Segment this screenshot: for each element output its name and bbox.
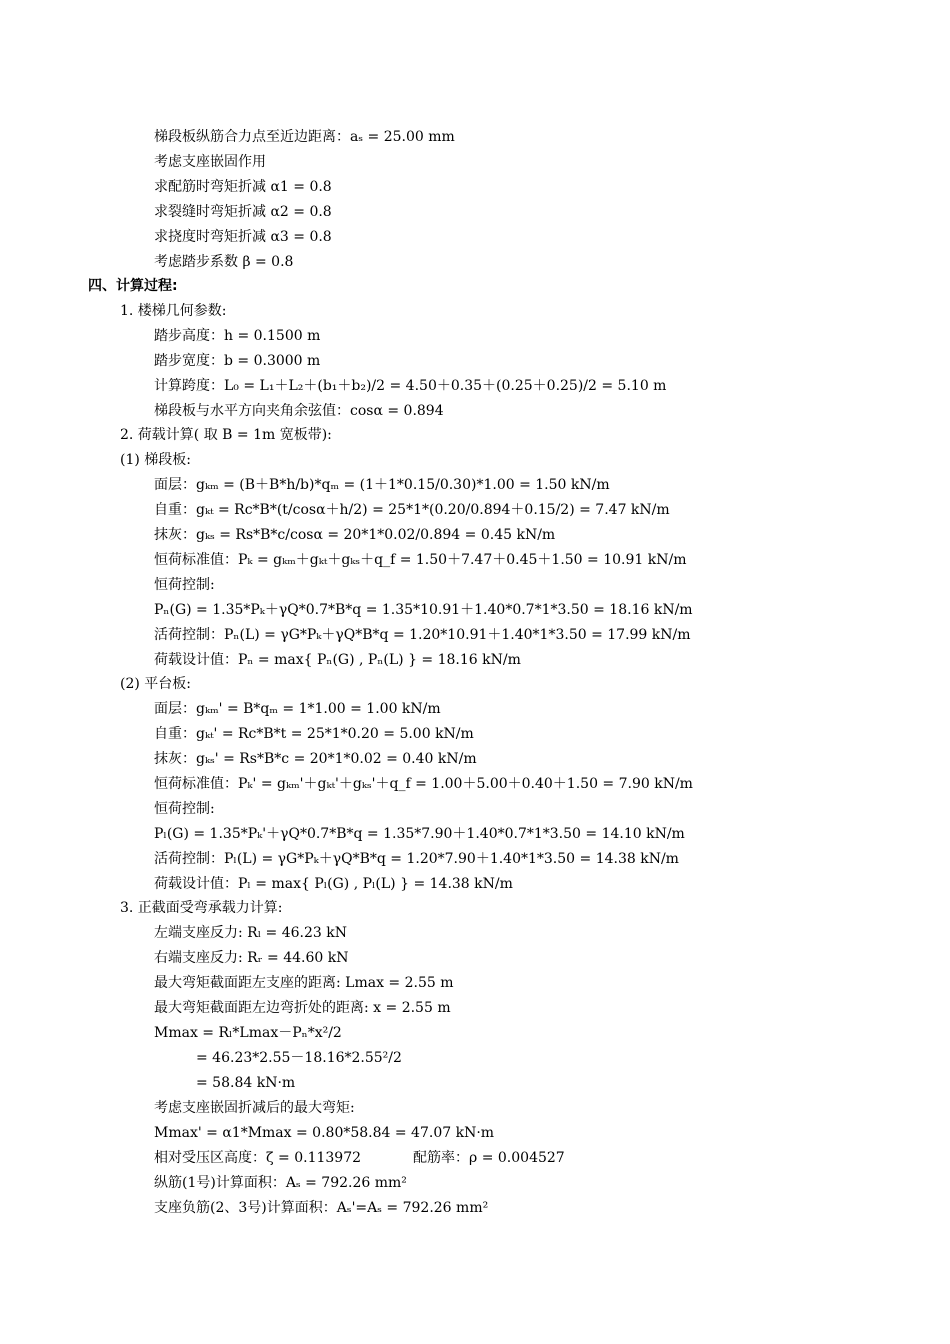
text-line: 考虑踏步系数 β = 0.8 [154,254,294,270]
text-line: 恒荷控制: [154,801,215,817]
text-line: Pₗ(G) = 1.35*Pₖ'＋γQ*0.7*B*q = 1.35*7.90＋1.40*0.7*1*3.50 = 14.10 kN/m [154,826,685,842]
text-line: 最大弯矩截面距左支座的距离: Lmax = 2.55 m [154,975,454,991]
text-line: 纵筋(1号)计算面积：Aₛ = 792.26 mm² [154,1175,407,1191]
text-line: Pₙ(G) = 1.35*Pₖ＋γQ*0.7*B*q = 1.35*10.91＋1.40*0.7*1*3.50 = 18.16 kN/m [154,602,693,618]
text-line: 求挠度时弯矩折减 α3 = 0.8 [154,229,332,245]
text-line: 梯段板与水平方向夹角余弦值：cosα = 0.894 [154,403,444,419]
text-line: 左端支座反力: Rₗ = 46.23 kN [154,925,347,941]
text-line: 抹灰：gₖₛ' = Rs*B*c = 20*1*0.02 = 0.40 kN/m [154,751,477,767]
text-line: 踏步宽度：b = 0.3000 m [154,353,321,369]
subsection-heading: 2. 荷载计算( 取 B = 1m 宽板带): [120,427,332,443]
text-line: 活荷控制：Pₙ(L) = γG*Pₖ＋γQ*B*q = 1.20*10.91＋1.40*1*3.50 = 17.99 kN/m [154,627,691,643]
subsection-heading: 1. 楼梯几何参数: [120,303,227,319]
text-line: 恒荷控制: [154,577,215,593]
text-line: 踏步高度：h = 0.1500 m [154,328,321,344]
text-line: Mmax = Rₗ*Lmax－Pₙ*x²/2 [154,1025,342,1041]
subsection-heading: 3. 正截面受弯承载力计算: [120,900,283,916]
text-line: 荷载设计值：Pₙ = max{ Pₙ(G) , Pₙ(L) } = 18.16 kN/m [154,652,521,668]
text-line: 恒荷标准值：Pₖ' = gₖₘ'＋gₖₜ'＋gₖₛ'＋q_f = 1.00＋5.00＋0.40＋1.50 = 7.90 kN/m [154,776,693,792]
item-heading: (1) 梯段板: [120,452,191,468]
text-line: = 46.23*2.55－18.16*2.55²/2 [196,1050,402,1066]
text-line: 右端支座反力: Rᵣ = 44.60 kN [154,950,349,966]
text-line: 活荷控制：Pₗ(L) = γG*Pₖ＋γQ*B*q = 1.20*7.90＋1.40*1*3.50 = 14.38 kN/m [154,851,679,867]
text-line: 恒荷标准值：Pₖ = gₖₘ＋gₖₜ＋gₖₛ＋q_f = 1.50＋7.47＋0.45＋1.50 = 10.91 kN/m [154,552,687,568]
section-heading: 四、计算过程: [88,278,178,294]
text-line: 支座负筋(2、3号)计算面积：Aₛ'=Aₛ = 792.26 mm² [154,1200,489,1216]
text-line: 面层：gₖₘ' = B*qₘ = 1*1.00 = 1.00 kN/m [154,701,441,717]
text-line: 求配筋时弯矩折减 α1 = 0.8 [154,179,332,195]
text-line: 考虑支座嵌固作用 [154,154,266,170]
text-line: 梯段板纵筋合力点至近边距离：aₛ = 25.00 mm [154,129,455,145]
text-line: 计算跨度：L₀ = L₁＋L₂＋(b₁＋b₂)/2 = 4.50＋0.35＋(0.25＋0.25)/2 = 5.10 m [154,378,667,394]
text-line: 求裂缝时弯矩折减 α2 = 0.8 [154,204,332,220]
text-line: 自重：gₖₜ = Rc*B*(t/cosα＋h/2) = 25*1*(0.20/0.894＋0.15/2) = 7.47 kN/m [154,502,670,518]
text-line: 最大弯矩截面距左边弯折处的距离: x = 2.55 m [154,1000,451,1016]
text-line: 自重：gₖₜ' = Rc*B*t = 25*1*0.20 = 5.00 kN/m [154,726,474,742]
text-line: Mmax' = α1*Mmax = 0.80*58.84 = 47.07 kN·m [154,1125,495,1141]
item-heading: (2) 平台板: [120,676,191,692]
text-line: 面层：gₖₘ = (B＋B*h/b)*qₘ = (1＋1*0.15/0.30)*1.00 = 1.50 kN/m [154,477,610,493]
text-line: = 58.84 kN·m [196,1075,296,1091]
text-line: 荷载设计值：Pₗ = max{ Pₗ(G) , Pₗ(L) } = 14.38 kN/m [154,876,513,892]
text-line: 抹灰：gₖₛ = Rs*B*c/cosα = 20*1*0.02/0.894 = 0.45 kN/m [154,527,556,543]
text-line: 相对受压区高度：ζ = 0.113972 配筋率：ρ = 0.004527 [154,1150,565,1166]
text-line: 考虑支座嵌固折减后的最大弯矩: [154,1100,355,1116]
